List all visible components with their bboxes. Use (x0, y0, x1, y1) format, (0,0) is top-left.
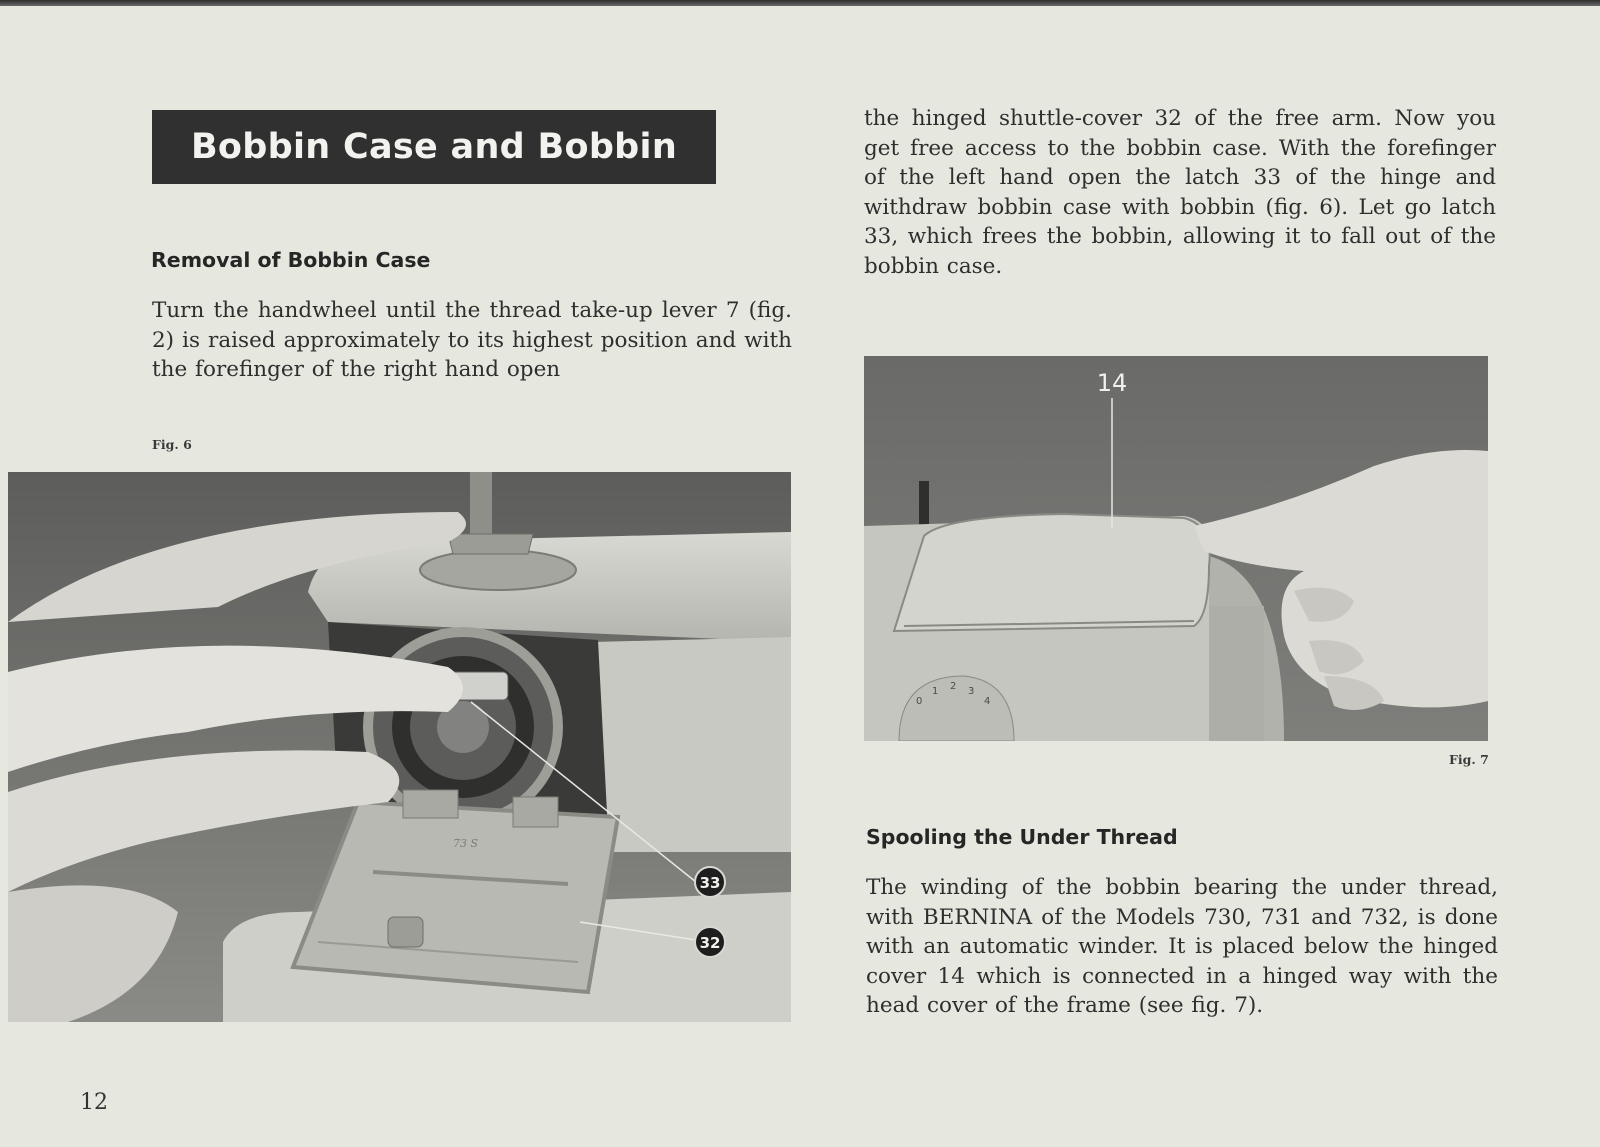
fig6-illustration (8, 472, 791, 1022)
page-title: Bobbin Case and Bobbin (190, 127, 678, 167)
callout-32-text: 32 (699, 934, 721, 952)
fig6-photo (8, 472, 791, 1022)
spooling-paragraph: The winding of the bobbin bearing the under thread, with BERNINA of the Models 730, 731 and 732, is done with an automatic winder. It is placed below the hinged cover 14 which is connected in a hinged way with the head cover of the frame (see fig. 7). (866, 875, 1498, 1018)
section-heading-removal: Removal of Bobbin Case (151, 248, 431, 272)
continued-paragraph: the hinged shuttle-cover 32 of the free arm. Now you get free access to the bobbin case. With the forefinger of the left hand open the latch 33 of the hinge and withdraw bobbin case with bobbin (fig. 6). Let go latch 33, which frees the bobbin, allowing it to fall out of the bobbin case. (864, 106, 1496, 279)
callout-33-text: 33 (699, 874, 721, 892)
fig7-label: Fig. 7 (1449, 752, 1489, 767)
dial-number-1: 1 (932, 686, 939, 697)
fig7-illustration (864, 356, 1488, 741)
removal-paragraph: Turn the handwheel until the thread take-up lever 7 (fig. 2) is raised approximately to its highest position and with the forefinger of the right hand open (152, 298, 792, 382)
dial-number-0: 0 (916, 696, 923, 707)
section-heading-spooling: Spooling the Under Thread (866, 825, 1178, 849)
dial-number-3: 3 (968, 686, 975, 697)
title-banner (152, 110, 716, 184)
dial-number-2: 2 (950, 681, 957, 692)
callout-14-text: 14 (1096, 369, 1128, 397)
plate-mark-text: 73 S (453, 837, 479, 850)
page-top-edge (0, 0, 1600, 6)
page-number: 12 (80, 1090, 108, 1115)
dial-number-4: 4 (984, 696, 991, 707)
fig6-label: Fig. 6 (152, 437, 192, 452)
fig7-photo (864, 356, 1488, 741)
